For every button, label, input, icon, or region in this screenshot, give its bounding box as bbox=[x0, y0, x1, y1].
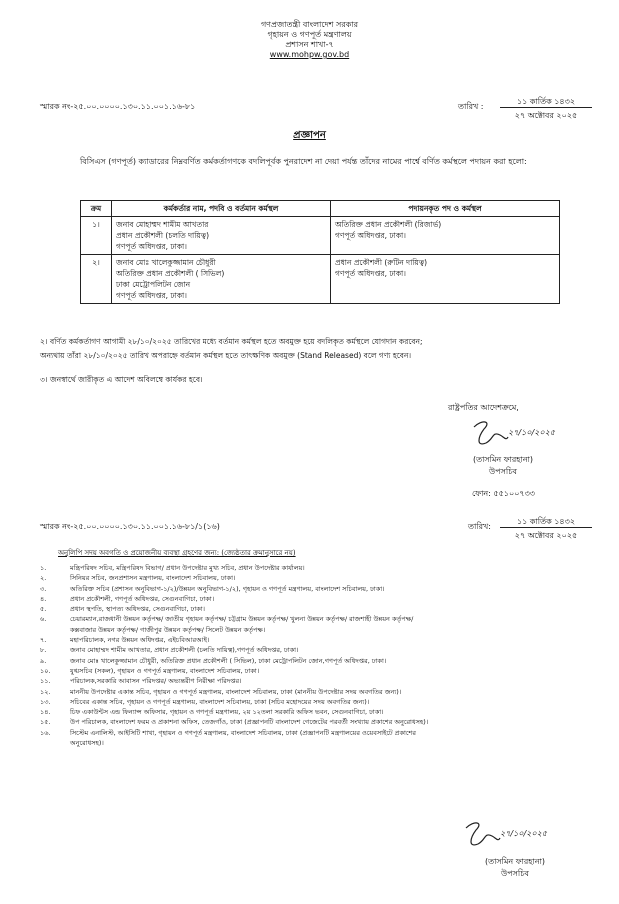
list-item bbox=[40, 573, 600, 583]
list-item bbox=[40, 687, 600, 697]
list-item bbox=[40, 563, 600, 573]
item-text: সিনিয়র সচিব, জনপ্রশাসন মন্ত্রণালয়, বাংলাদেশ সচিবালয়, ঢাকা। bbox=[70, 574, 236, 583]
signatory-phone: ফোন: ৫৫১০০৭৩৩ bbox=[472, 489, 536, 498]
signature-date: ২৭/১০/২০২৫ bbox=[500, 829, 547, 838]
table-header-row bbox=[81, 201, 560, 217]
memo-ref-2: স্মারক নং-২৫.০০.০০০০.১৩০.১১.০০১.১৬-৮১/১(১৬) bbox=[40, 522, 220, 531]
item-text: চেয়ারম্যান,রাজধানী উন্নয়ন কর্তৃপক্ষ/ জাতীয় গৃহায়ন কর্তৃপক্ষ/ চট্টগ্রাম উন্নয়ন কর্তৃপক্ষ/ খুলনা উন্নয়ন কর্তৃপক্ষ/ রাজশাহী উন্নয়ন কর্তৃপক্ষ/ bbox=[70, 615, 414, 624]
signature-2 bbox=[462, 818, 582, 852]
list-item bbox=[40, 697, 600, 707]
memo-ref-1: স্মারক নং-২৫.০০.০০০০.১৩০.১১.০০১.১৬-৮১ bbox=[40, 102, 196, 111]
item-text: জনাব মোহাম্মদ শামীম আখতার, প্রধান প্রকৌশলী (চলতি দায়িত্ব),গণপূর্ত অধিদপ্তর, ঢাকা। bbox=[70, 646, 299, 655]
officer-office: গণপূর্ত অধিদপ্তর, ঢাকা। bbox=[116, 291, 187, 300]
officer-name: জনাব মোঃ খালেকুজ্জামান চৌধুরী bbox=[116, 258, 216, 267]
list-item bbox=[40, 635, 600, 645]
ministry-name: গৃহায়ন ও গণপূর্ত মন্ত্রণালয় bbox=[267, 30, 352, 39]
item-text: সচিবের একান্ত সচিব, গৃহায়ন ও গণপূর্ত মন্ত্রণালয়, বাংলাদেশ সচিবালয়, ঢাকা (সচিব মহোদয়ের সদয় অবগতির জন্য)। bbox=[70, 697, 370, 706]
row-serial: ২। bbox=[81, 255, 112, 304]
item-text: যুগ্মসচিব (সকল), গৃহায়ন ও গণপূর্ত মন্ত্রণালয়, বাংলাদেশ সচিবালয়, ঢাকা। bbox=[70, 666, 260, 675]
gov-name: গণপ্রজাতন্ত্রী বাংলাদেশ সরকার bbox=[260, 20, 359, 29]
row-posting bbox=[331, 255, 560, 304]
item-number: ৩. bbox=[40, 584, 47, 593]
signatory-name-2: (তাসমিন ফারহানা) bbox=[484, 857, 546, 866]
intro-paragraph: বিসিএস (গণপূর্ত) ক্যাডারের নিম্নবর্ণিত কর্মকর্তাগণকে বদলিপূর্বক পুনরাদেশ না দেয়া পর্যন্ত তাঁদের নামের পার্শ্বে বর্ণিত কর্মস্থলে পদায়ন করা হলো: bbox=[80, 157, 527, 166]
signature-1 bbox=[470, 417, 580, 451]
page-title: প্রজ্ঞাপন bbox=[293, 130, 326, 141]
item-number: ১১. bbox=[40, 677, 51, 686]
signatory-name-1: (তাসমিন ফারহানা) bbox=[472, 455, 534, 464]
row-serial: ১। bbox=[81, 217, 112, 255]
date-english-1: ২৭ অক্টোবর ২০২৫ bbox=[514, 111, 578, 120]
list-item bbox=[40, 666, 600, 676]
list-item bbox=[40, 676, 600, 686]
section-name: প্রশাসন শাখা-৭ bbox=[285, 40, 334, 49]
item-number: ৮. bbox=[40, 646, 47, 655]
item-number: ৫. bbox=[40, 605, 47, 614]
item-text: মন্ত্রিপরিষদ সচিব, মন্ত্রিপরিষদ বিভাগ/ প্রধান উপদেষ্টার মুখ্য সচিব, প্রধান উপদেষ্টার কার্যালয়। bbox=[70, 564, 305, 572]
col-serial: ক্রম bbox=[81, 201, 112, 217]
table-row bbox=[81, 255, 560, 304]
item-number bbox=[40, 625, 70, 635]
posting-designation: প্রধান প্রকৌশলী (রুটিন দায়িত্ব) bbox=[335, 258, 428, 267]
list-item bbox=[40, 584, 600, 594]
item-number: ২. bbox=[40, 574, 47, 583]
list-item bbox=[40, 645, 600, 655]
posting-office: গণপূর্ত অধিদপ্তর, ঢাকা। bbox=[335, 269, 406, 278]
para-3: ৩। জনস্বার্থে জারীকৃত এ আদেশ অবিলম্বে কার্যকর হবে। bbox=[40, 375, 203, 384]
item-text: মাননীয় উপদেষ্টার একান্ত সচিব, গৃহায়ন ও গণপূর্ত মন্ত্রণালয়, বাংলাদেশ সচিবালয়, ঢাকা (মাননীয় উপদেষ্টার সদয় অবগতির জন্য)। bbox=[70, 687, 402, 696]
item-text: সিস্টেম এনালিস্ট, আইসিটি শাখা, গৃহায়ন ও গণপূর্ত মন্ত্রণালয়, বাংলাদেশ সচিবালয়, ঢাকা (প্রজ্ঞাপনটি মন্ত্রণালয়ের ওয়েবসাইটে প্রকাশের bbox=[70, 728, 416, 737]
item-number: ৬. bbox=[40, 615, 47, 624]
officer-designation: অতিরিক্ত প্রধান প্রকৌশলী ( সিভিল) bbox=[116, 269, 225, 278]
list-item bbox=[40, 604, 600, 614]
row-posting bbox=[331, 217, 560, 255]
item-number: ১০. bbox=[40, 666, 51, 675]
distribution-list bbox=[40, 563, 600, 748]
order-line: রাষ্ট্রপতির আদেশক্রমে, bbox=[448, 403, 519, 412]
item-number: ১. bbox=[40, 564, 47, 572]
col-current: কর্মকর্তার নাম, পদবি ও বর্তমান কর্মস্থল bbox=[112, 201, 331, 217]
letterhead bbox=[0, 20, 619, 60]
posting-designation: অতিরিক্ত প্রধান প্রকৌশলী (রিজার্ভ) bbox=[335, 220, 442, 229]
item-text: জনাব মোঃ খালেকুজ্জামান চৌধুরী, অতিরিক্ত প্রধান প্রকৌশলী ( সিভিল), ঢাকা মেট্রোপলিটন জোন,গণপূর্ত অধিদপ্তর, ঢাকা। bbox=[70, 656, 387, 665]
signatory-designation-2: উপসচিব bbox=[500, 869, 529, 878]
list-item bbox=[40, 717, 600, 727]
signature-scribble bbox=[462, 818, 502, 852]
officer-office: গণপূর্ত অধিদপ্তর, ঢাকা। bbox=[116, 242, 187, 251]
date-english-2: ২৭ অক্টোবর ২০২৫ bbox=[514, 531, 578, 540]
list-item bbox=[40, 738, 600, 748]
date-bangla-2: ১১ কার্তিক ১৪৩২ bbox=[500, 516, 592, 528]
item-text: পরিচালক,সরকারি আবাসন পরিদপ্তর/ অভ্যন্তরীণ নিরীক্ষা পরিদপ্তর। bbox=[70, 677, 242, 686]
item-text: অনুরোধসহ)। bbox=[70, 739, 104, 748]
list-item bbox=[40, 614, 600, 624]
date-bangla-1: ১১ কার্তিক ১৪৩২ bbox=[500, 96, 592, 108]
distribution-heading: অনুলিপি সদয় অবগতি ও প্রয়োজনীয় ব্যবস্থা গ্রহণের জন্য: (জ্যেষ্ঠতার ক্রমানুসারে নয়) bbox=[58, 549, 296, 557]
officer-name: জনাব মোহাম্মদ শামীম আখতার bbox=[116, 220, 209, 229]
date-label-2: তারিখ: bbox=[468, 522, 491, 531]
item-text: প্রধান স্থপতি, স্থাপত্য অধিদপ্তর, সেগুনবাগিচা, ঢাকা। bbox=[70, 605, 205, 614]
list-item bbox=[40, 625, 600, 635]
item-number: ১৩. bbox=[40, 697, 51, 706]
item-number: ১৪. bbox=[40, 708, 51, 717]
item-text: চিফ একাউন্টস এন্ড ফিন্যান্স অফিসার, গৃহায়ন ও গণপূর্ত মন্ত্রণালয়, ২য় ১২তলা সরকারি অফিস ভবন, সেগুনবাগিচা, ঢাকা। bbox=[70, 708, 384, 717]
signature-date: ২৭/১০/২০২৫ bbox=[508, 428, 555, 437]
item-number: ৭. bbox=[40, 636, 47, 645]
list-item bbox=[40, 728, 600, 738]
row-current bbox=[112, 255, 331, 304]
signature-scribble bbox=[470, 417, 510, 451]
row-current bbox=[112, 217, 331, 255]
col-posting: পদায়নকৃত পদ ও কর্মস্থল bbox=[331, 201, 560, 217]
item-text: অতিরিক্ত সচিব (প্রশাসন অনুবিভাগ-১/২)/উন্নয়ন অনুবিভাগ-১/২), গৃহায়ন ও গণপূর্ত মন্ত্রণালয়, বাংলাদেশ সচিবালয়, ঢাকা। bbox=[70, 584, 385, 593]
item-text: মহাপরিচালক, নগর উন্নয়ন অধিদপ্তর, এইচবিআরআই। bbox=[70, 636, 210, 645]
table-row bbox=[81, 217, 560, 255]
item-number bbox=[40, 738, 70, 748]
website-link[interactable]: www.mohpw.gov.bd bbox=[269, 50, 350, 59]
list-item bbox=[40, 707, 600, 717]
item-number: ১৬. bbox=[40, 728, 51, 737]
posting-office: গণপূর্ত অধিদপ্তর, ঢাকা। bbox=[335, 231, 406, 240]
item-text: উপ পরিচালক, বাংলাদেশ ফরম ও প্রকাশনা অফিস, তেজগাঁও, ঢাকা (প্রজ্ঞাপনটি বাংলাদেশ গেজেটের পরবর্তী সংখ্যায় প্রকাশের অনুরোধসহ)। bbox=[70, 718, 429, 727]
officer-zone: ঢাকা মেট্রোপলিটন জোন bbox=[116, 280, 191, 289]
para-2-line-2: অন্যথায় তাঁরা ২৮/১০/২০২৫ তারিখ অপরাহ্নে বর্তমান কর্মস্থল হতে তাৎক্ষণিক অবমুক্ত (Stand Released) বলে গণ্য হবেন। bbox=[40, 351, 412, 360]
list-item bbox=[40, 594, 600, 604]
para-2-line-1: ২। বর্ণিত কর্মকর্তাগণ আগামী ২৮/১০/২০২৫ তারিখের মধ্যে বর্তমান কর্মস্থল হতে অবমুক্ত হয়ে বদলিকৃত কর্মস্থলে যোগদান করবেন; bbox=[40, 337, 423, 346]
date-label-1: তারিখ : bbox=[458, 102, 484, 111]
item-text: প্রধান প্রকৌশলী, গণপূর্ত অধিদপ্তর, সেগুনবাগিচা, ঢাকা। bbox=[70, 594, 215, 603]
posting-table bbox=[80, 200, 560, 304]
item-number: ১৫. bbox=[40, 718, 51, 727]
item-text: কক্সবাজার উন্নয়ন কর্তৃপক্ষ/ গাজীপুর উন্নয়ন কর্তৃপক্ষ/ সিলেট উন্নয়ন কর্তৃপক্ষ। bbox=[70, 625, 266, 634]
item-number: ৯. bbox=[40, 656, 47, 665]
officer-designation: প্রধান প্রকৌশলী (চলতি দায়িত্ব) bbox=[116, 231, 210, 240]
list-item bbox=[40, 656, 600, 666]
signatory-designation-1: উপসচিব bbox=[488, 467, 517, 476]
item-number: ১২. bbox=[40, 687, 51, 696]
item-number: ৪. bbox=[40, 594, 47, 603]
